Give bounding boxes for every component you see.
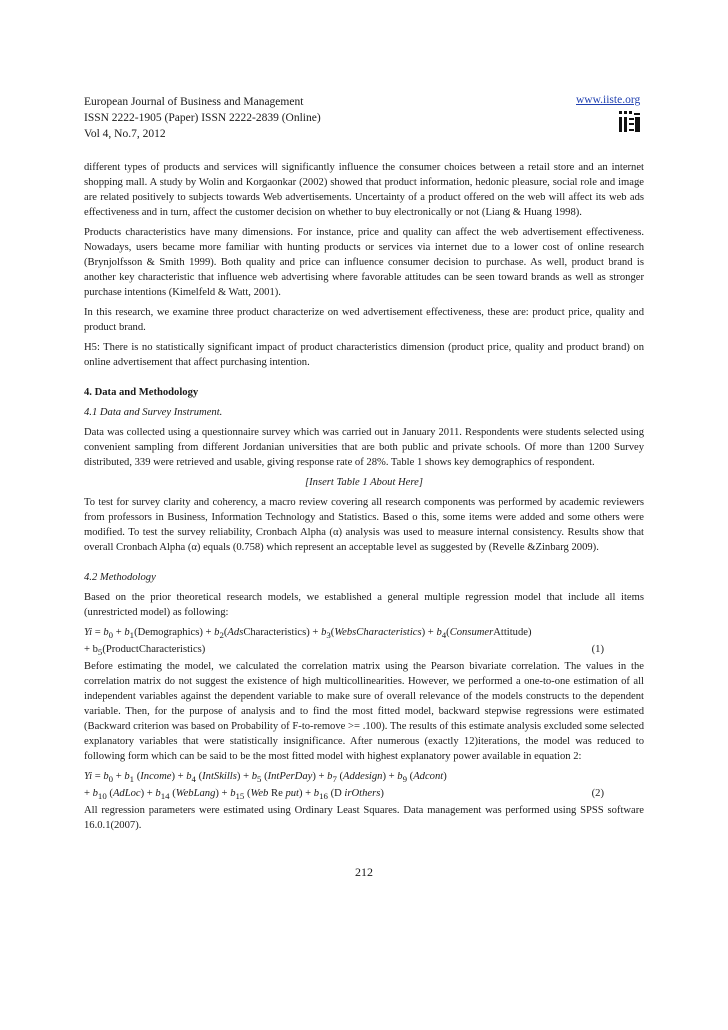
paragraph-1: different types of products and services will significantly influence the consumer choices between a retail store and an internet shopping mall. A study by Wolin and Korgaonkar (2002) showed that product information, hedonic pleasure, social role and image are related positively to subjects towards Web advertisements. Uncertainty of a product offered on the web will affect its web ads effectiveness and in turn, affect the customer decision on whether to buy electronically or not (Liang & Huang 1998). [84, 162, 644, 218]
equation-2-number: (2) [591, 788, 604, 799]
equation-2-line-1: $Yi = b_0 + b_1$ (Income) + $b_4$ (IntSkills) + $b_5$ (IntPerDay) + $b_7$ (Addesign) + $b_9$ (Adcont) [84, 771, 447, 785]
paragraph-ols: All regression parameters were estimated using Ordinary Least Squares. Data management was performed using SPSS software 16.0.1(2007). [84, 805, 644, 831]
paragraph-methodology: Based on the prior theoretical research models, we established a general multiple regression model that include all items (unrestricted model) as following: [84, 592, 644, 618]
equation-2 [84, 769, 644, 803]
issn-line: ISSN 2222-1905 (Paper) ISSN 2222-2839 (Online) [84, 112, 321, 124]
paragraph-2: Products characteristics have many dimensions. For instance, price and quality can affect the web advertisement effectiveness. Nowadays, users became more familiar with hunting products or services via internet due to a lower cost of online research (Brynjolfsson & Smith 1999). Both quality and price can influence consumer decision to purchase. As well, product brand is another key characteristic that influence web advertising where favorable attitudes can be seen toward brands as well as stronger purchase intentions (Kimelfeld & Watt, 2001). [84, 227, 644, 298]
iiste-logo-icon [618, 110, 642, 134]
journal-url-link[interactable]: www.iiste.org [576, 94, 641, 106]
equation-1-line-2: + $b_5(ProductCharacteristics)$ (1) [84, 644, 604, 658]
paragraph-3: In this research, we examine three product characterize on wed advertisement effectiveness, these are: product price, quality and product brand. [84, 307, 644, 333]
equation-2-line-2: + $b_{10}$ (AdLoc) + $b_{14}$ (WebLang) + $b_{15}$ (Web Re $put) + b_{16}$ (D irOthers) (2) [84, 788, 604, 802]
subsection-heading-4-1: 4.1 Data and Survey Instrument. [84, 407, 223, 418]
equation-1 [84, 625, 644, 659]
article-body [84, 160, 644, 838]
subsection-heading-4-2: 4.2 Methodology [84, 572, 156, 583]
hypothesis-h5: H5: There is no statistically significant impact of product characteristics dimension (product price, quality and product brand) on online advertisement that affect purchasing intention. [84, 342, 644, 368]
journal-name: European Journal of Business and Management [84, 96, 304, 108]
page-number: 212 [355, 865, 373, 879]
paragraph-reliability: To test for survey clarity and coherency, a macro review covering all research components was performed by academic reviewers from professors in Business, Information Technology and Statistics. Based o this, some items were added and some others were modified. To test the survey reliability, Cronbach Alpha (α) analysis was used to measure internal consistency. Results show that overall Cronbach Alpha (α) equals (0.758) which represent an acceptable level as suggested by (Revelle &Zinbarg 2009). [84, 497, 644, 553]
insert-table-note: [Insert Table 1 About Here] [305, 477, 423, 488]
equation-1-number: (1) [591, 644, 604, 655]
section-heading-4: 4. Data and Methodology [84, 387, 199, 398]
paragraph-data-collection: Data was collected using a questionnaire survey which was carried out in January 2011. Respondents were students selected using convenient sampling from different Jordanian universities that are both public and private schools. Of more than 1200 Survey distributed, 339 were retrieved and usable, giving response rate of 28%. Table 1 shows key demographics of respondent. [84, 427, 644, 468]
running-header [84, 94, 644, 142]
equation-1-line-1: $Yi = b_0$ + $b_1(Demographics)$ + $b_2(AdsCharacteristics)$ + $b_3(WebsCharacteristics)$ + $b_4(ConsumerAttitude)$ [84, 627, 532, 641]
volume-line: Vol 4, No.7, 2012 [84, 128, 166, 140]
paragraph-estimation: Before estimating the model, we calculated the correlation matrix using the Pearson bivariate correlation. The values in the correlation matrix do not suggest the existence of high multicollinearities. However, we performed a one-to-one estimation of all independent variables against the dependent variable to make sure of overall relevance of the models constructs to the dependent variable. Then, for the purpose of analysis and to find the most fitted model, backward stepwise regressions were estimated (Backward criterion was based on Probability of F-to-remove >= .100). The results of this estimate analysis excluded some selected explanatory variables that were statistically insignificance. After numerous (exactly 12)iterations, the model was reduced to following form which can be said to be the most fitted model with highest explanatory power available in equation 2: [84, 661, 644, 762]
iiste-logo [618, 110, 642, 134]
